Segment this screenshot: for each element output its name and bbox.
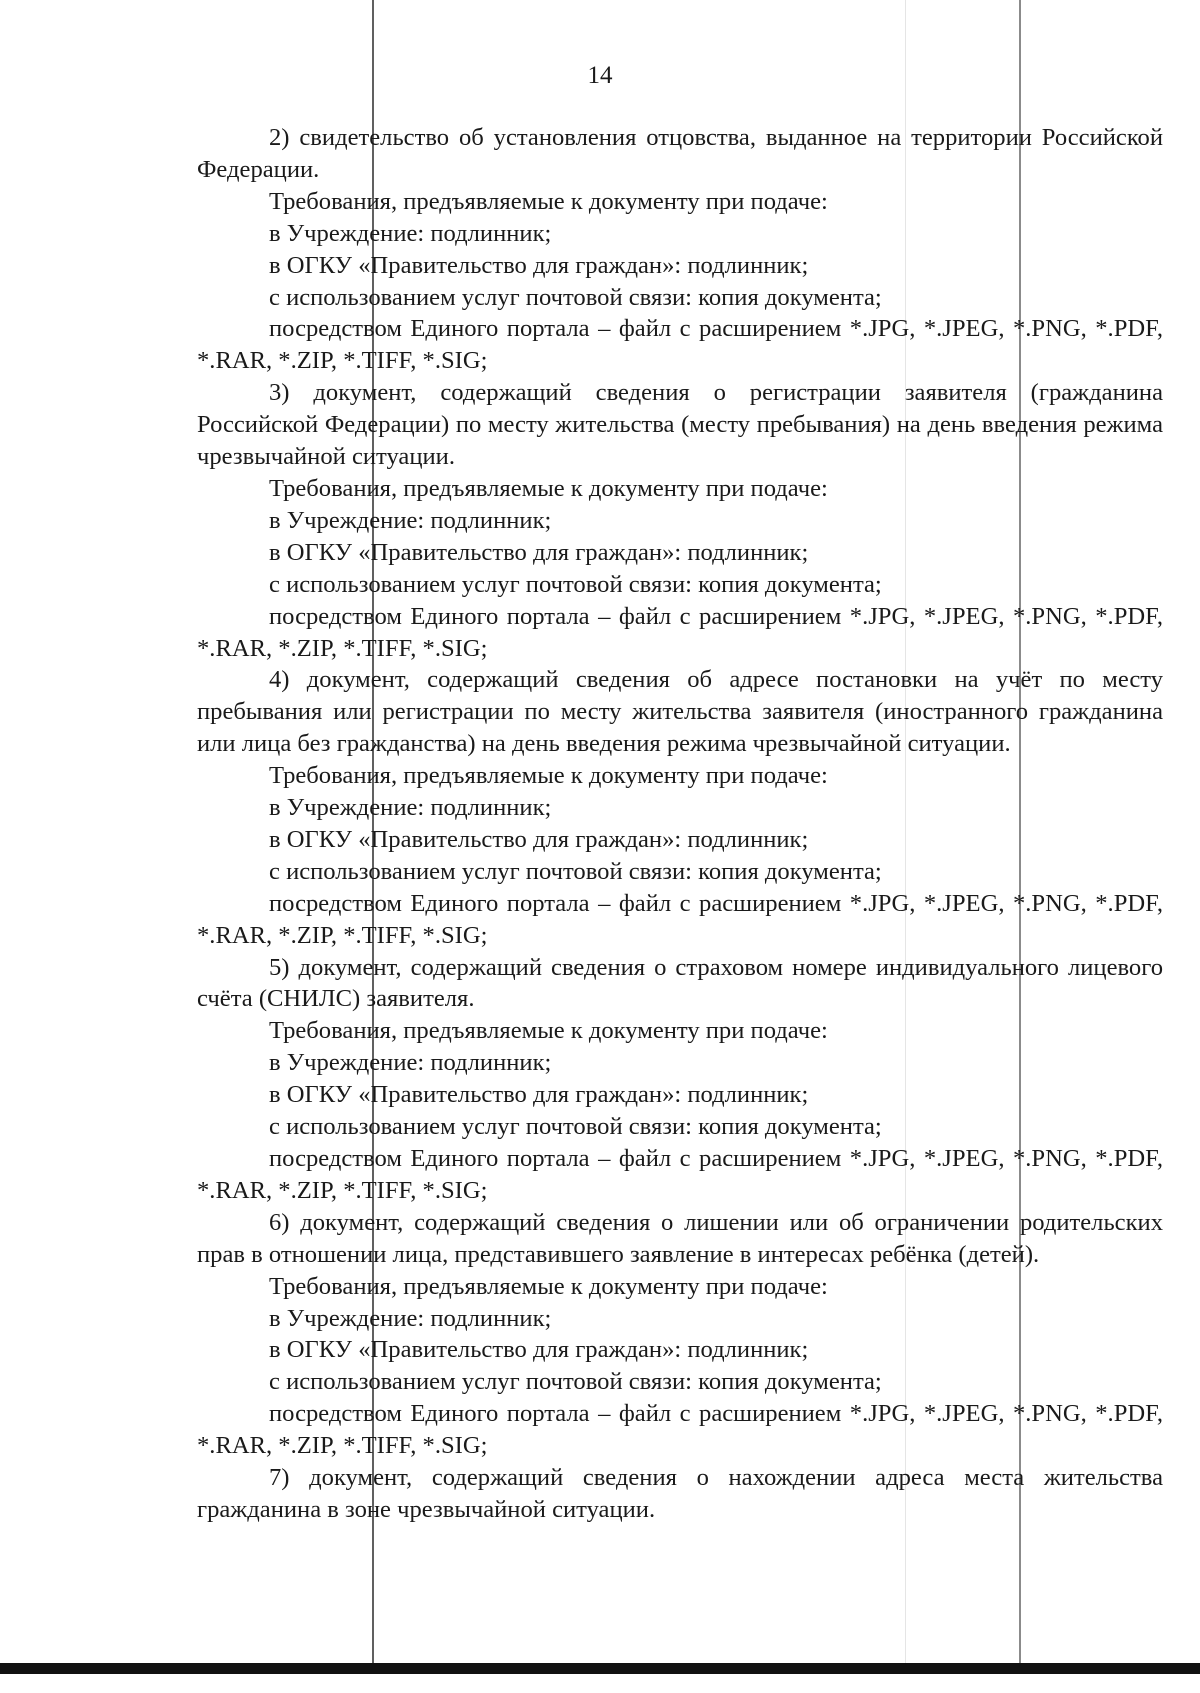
document-paragraph: посредством Единого портала – файл с расширением *.JPG, *.JPEG, *.PNG, *.PDF, *.RAR, *.ZIP, *.TIFF, *.SIG; <box>197 602 1163 662</box>
requirement-line: в Учреждение: подлинник; <box>269 1049 552 1077</box>
requirement-line: Требования, предъявляемые к документу при подаче: <box>269 187 828 215</box>
document-paragraph: посредством Единого портала – файл с расширением *.JPG, *.JPEG, *.PNG, *.PDF, *.RAR, *.ZIP, *.TIFF, *.SIG; <box>197 1145 1163 1204</box>
document-paragraph: посредством Единого портала – файл с расширением *.JPG, *.JPEG, *.PNG, *.PDF, *.RAR, *.ZIP, *.TIFF, *.SIG; <box>197 889 1163 949</box>
requirement-line: в ОГКУ «Правительство для граждан»: подлинник; <box>269 1081 809 1109</box>
document-paragraph: посредством Единого портала – файл с расширением *.JPG, *.JPEG, *.PNG, *.PDF, *.RAR, *.ZIP, *.TIFF, *.SIG; <box>197 1400 1163 1460</box>
document-paragraph: 3) документ, содержащий сведения о регистрации заявителя (гражданина Российской Федерации) по месту жительства (месту пребывания) на день введения режима чрезвычайной ситуации. <box>197 379 1163 471</box>
document-paragraph: посредством Единого портала – файл с расширением *.JPG, *.JPEG, *.PNG, *.PDF, *.RAR, *.ZIP, *.TIFF, *.SIG; <box>197 315 1163 375</box>
requirement-line: Требования, предъявляемые к документу при подаче: <box>269 1272 828 1300</box>
page-number: 14 <box>587 62 613 89</box>
page-margin-bottom <box>0 1674 1200 1693</box>
requirement-line: с использованием услуг почтовой связи: копия документа; <box>269 283 882 311</box>
requirement-line: в Учреждение: подлинник; <box>269 794 552 822</box>
document-paragraph: 7) документ, содержащий сведения о нахождении адреса места жительства гражданина в зоне чрезвычайной ситуации. <box>197 1464 1163 1523</box>
requirement-line: в ОГКУ «Правительство для граждан»: подлинник; <box>269 825 809 853</box>
document-paragraph: 6) документ, содержащий сведения о лишении или об ограничении родительских прав в отношении лица, представившего заявление в интересах ребёнка (детей). <box>197 1208 1163 1268</box>
requirement-line: в Учреждение: подлинник; <box>269 506 552 534</box>
requirement-line: Требования, предъявляемые к документу при подаче: <box>269 474 828 502</box>
requirement-line: в ОГКУ «Правительство для граждан»: подлинник; <box>269 251 809 279</box>
document-paragraph: 4) документ, содержащий сведения об адресе постановки на учёт по месту пребывания или регистрации по месту жительства заявителя (иностранного гражданина или лица без гражданства) на день введения режима чрезвычайной ситуации. <box>197 666 1163 758</box>
requirement-line: с использованием услуг почтовой связи: копия документа; <box>269 1113 882 1141</box>
requirement-line: с использованием услуг почтовой связи: копия документа; <box>269 857 882 885</box>
requirement-line: в ОГКУ «Правительство для граждан»: подлинник; <box>269 538 809 566</box>
requirement-line: Требования, предъявляемые к документу при подаче: <box>269 1017 828 1045</box>
requirement-line: в Учреждение: подлинник; <box>269 219 552 247</box>
scan-bottom-edge <box>0 1663 1200 1674</box>
requirement-line: с использованием услуг почтовой связи: копия документа; <box>269 1368 882 1396</box>
document-body <box>197 122 1163 1526</box>
requirement-line: Требования, предъявляемые к документу при подаче: <box>269 762 828 790</box>
document-paragraph: 2) свидетельство об установления отцовства, выданное на территории Российской Федерации. <box>197 124 1163 183</box>
requirement-line: в ОГКУ «Правительство для граждан»: подлинник; <box>269 1336 809 1364</box>
requirement-line: с использованием услуг почтовой связи: копия документа; <box>269 570 882 598</box>
requirement-line: в Учреждение: подлинник; <box>269 1304 552 1332</box>
document-paragraph: 5) документ, содержащий сведения о страховом номере индивидуального лицевого счёта (СНИЛС) заявителя. <box>197 953 1163 1013</box>
